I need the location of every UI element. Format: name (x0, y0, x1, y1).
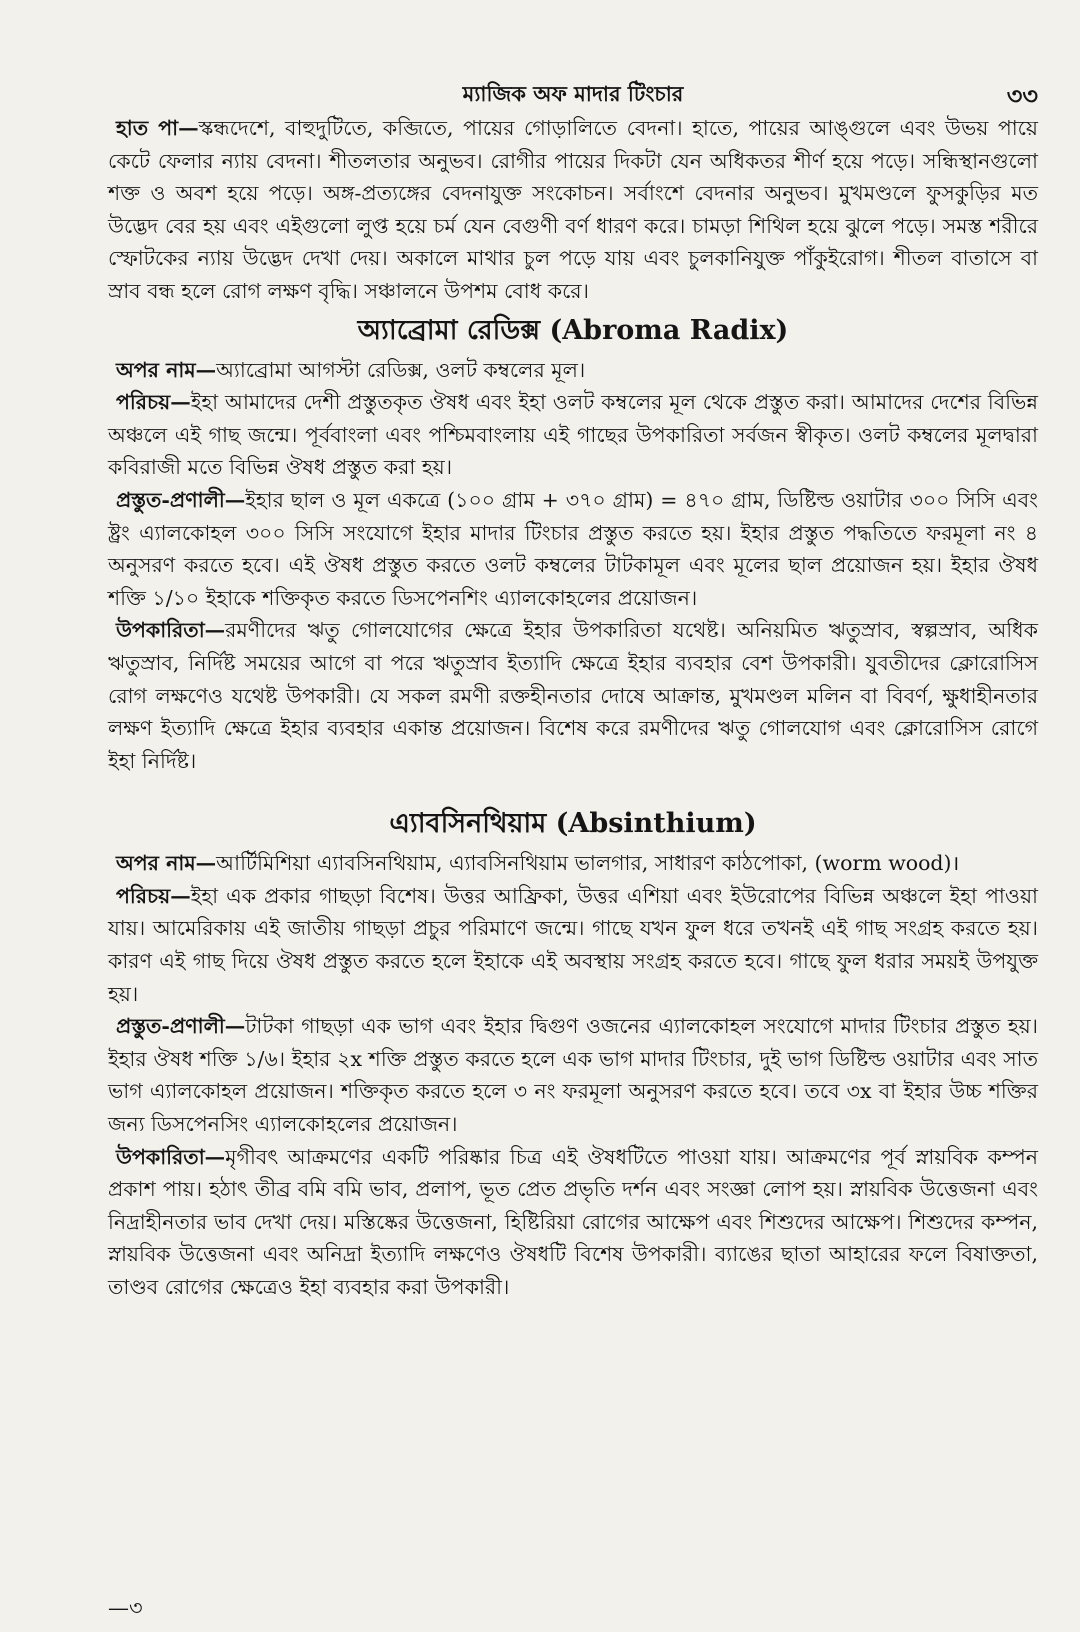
intro-paragraph (108, 112, 1038, 308)
paragraph-lead: পরিচয়— (116, 883, 191, 908)
paragraph-lead: হাত পা— (116, 116, 199, 140)
running-title: ম্যাজিক অফ মাদার টিংচার (462, 81, 684, 106)
section-title-absinthium: এ্যাবসিনথিয়াম (Absinthium) (389, 808, 757, 840)
paragraph-lead: পরিচয়— (116, 390, 191, 415)
absinthium-preparation (108, 1010, 1038, 1140)
abroma-preparation (108, 484, 1038, 614)
paragraph-text: রমণীদের ঋতু গোলযোগের ক্ষেত্রে ইহার উপকারিতা যথেষ্ট। অনিয়মিত ঋতুস্রাব, স্বল্পস্রাব, অধিক ঋতুস্রাব, নির্দিষ্ট সময়ের আগে বা পরে ঋতুস্রাব ইত্যাদি ক্ষেত্রে ইহার ব্যবহার বেশ উপকারী। যুবতীদের ক্লোরোসিস রোগ লক্ষণেও যথেষ্ট উপকারী। যে সকল রমণী রক্তহীনতার দোষে আক্রান্ত, মুখমণ্ডল মলিন বা বিবর্ণ, ক্ষুধাহীনতার লক্ষণ ইত্যাদি ক্ষেত্রে ইহার ব্যবহার একান্ত প্রয়োজন। বিশেষ করে রমণীদের ঋতু গোলযোগ এবং ক্লোরোসিস রোগে ইহা নির্দিষ্ট। (108, 618, 1038, 773)
page-number: ৩৩ (1006, 81, 1038, 110)
paragraph-lead: প্রস্তুত-প্রণালী— (116, 1014, 246, 1039)
abroma-other-names (108, 354, 1038, 387)
paragraph-text: স্কন্ধদেশে, বাহুদুটিতে, কব্জিতে, পায়ের গোড়ালিতে বেদনা। হাতে, পায়ের আঙ্গুলে এবং উভয় পায়ে কেটে ফেলার ন্যায় বেদনা। শীতলতার অনুভব। রোগীর পায়ের দিকটা যেন অধিকতর শীর্ণ হয়ে পড়ে। সন্ধিস্থানগুলো শক্ত ও অবশ হয়ে পড়ে। অঙ্গ-প্রত্যঙ্গের বেদনাযুক্ত সংকোচন। সর্বাংশে বেদনার অনুভব। মুখমণ্ডলে ফুসকুড়ির মত উদ্ভেদ বের হয় এবং এইগুলো লুপ্ত হয়ে চর্ম যেন বেগুণী বর্ণ ধারণ করে। চামড়া শিথিল হয়ে ঝুলে পড়ে। সমস্ত শরীরে স্ফোটকের ন্যায় উদ্ভেদ দেখা দেয়। অকালে মাথার চুল পড়ে যায় এবং চুলকানিযুক্ত পাঁকুইরোগ। শীতল বাতাসে বা স্রাব বন্ধ হলে রোগ লক্ষণ বৃদ্ধি। সঞ্চালনে উপশম বোধ করে। (108, 116, 1038, 303)
abroma-benefits (108, 614, 1038, 777)
absinthium-other-names (108, 847, 1038, 880)
paragraph-text: ইহা এক প্রকার গাছড়া বিশেষ। উত্তর আফ্রিকা, উত্তর এশিয়া এবং ইউরোপের বিভিন্ন অঞ্চলে ইহা পাওয়া যায়। আমেরিকায় এই জাতীয় গাছড়া প্রচুর পরিমাণে জন্মে। গাছে যখন ফুল ধরে তখনই এই গাছ সংগ্রহ করতে হয়। কারণ এই গাছ দিয়ে ঔষধ প্রস্তুত করতে হলে ইহাকে এই অবস্থায় সংগ্রহ করতে হবে। গাছে ফুল ধরার সময়ই উপযুক্ত হয়। (108, 883, 1038, 1006)
paragraph-text: টাটকা গাছড়া এক ভাগ এবং ইহার দ্বিগুণ ওজনের এ্যালকোহল সংযোগে মাদার টিংচার প্রস্তুত হয়। ইহার ঔষধ শক্তি ১/৬। ইহার ২x শক্তি প্রস্তুত করতে হলে এক ভাগ মাদার টিংচার, দুই ভাগ ডিষ্টিল্ড ওয়াটার এবং সাত ভাগ এ্যালকোহল প্রয়োজন। শক্তিকৃত করতে হলে ৩ নং ফরমূলা অনুসরণ করতে হবে। তবে ৩x বা ইহার উচ্চ শক্তির জন্য ডিসপেনসিং এ্যালকোহলের প্রয়োজন। (108, 1014, 1038, 1137)
paragraph-text: মৃগীবৎ আক্রমণের একটি পরিষ্কার চিত্র এই ঔষধটিতে পাওয়া যায়। আক্রমণের পূর্ব স্নায়বিক কম্পন প্রকাশ পায়। হঠাৎ তীব্র বমি বমি ভাব, প্রলাপ, ভূত প্রেত প্রভৃতি দর্শন এবং সংজ্ঞা লোপ হয়। স্নায়বিক উত্তেজনা এবং নিদ্রাহীনতার ভাব দেখা দেয়। মস্তিষ্কের উত্তেজনা, হিষ্টিরিয়া রোগের আক্ষেপ এবং শিশুদের আক্ষেপ। শিশুদের কম্পন, স্নায়বিক উত্তেজনা এবং অনিদ্রা ইত্যাদি লক্ষণেও ঔষধটি বিশেষ উপকারী। ব্যাঙের ছাতা আহারের ফলে বিষাক্ততা, তাণ্ডব রোগের ক্ষেত্রেও ইহা ব্যবহার করা উপকারী। (108, 1144, 1038, 1299)
paragraph-lead: প্রস্তুত-প্রণালী— (116, 487, 246, 512)
signature-folio: —৩ (108, 1596, 143, 1620)
paragraph-text: আর্টিমিশিয়া এ্যাবসিনথিয়াম, এ্যাবসিনথিয়াম ভালগার, সাধারণ কাঠপোকা, (worm wood)। (216, 851, 960, 876)
section-title-abroma: অ্যাব্রোমা রেডিক্স (Abroma Radix) (357, 314, 789, 346)
absinthium-benefits (108, 1141, 1038, 1304)
paragraph-text: ইহা আমাদের দেশী প্রস্তুতকৃত ঔষধ এবং ইহা ওলট কম্বলের মূল থেকে প্রস্তুত করা। আমাদের দেশের বিভিন্ন অঞ্চলে এই গাছ জন্মে। পূর্ববাংলা এবং পশ্চিমবাংলায় এই গাছের উপকারিতা সর্বজন স্বীকৃত। ওলট কম্বলের মূলদ্বারা কবিরাজী মতে বিভিন্ন ঔষধ প্রস্তুত করা হয়। (108, 390, 1038, 480)
paragraph-lead: অপর নাম— (116, 851, 217, 876)
paragraph-text: অ্যাব্রোমা আগস্টা রেডিক্স, ওলট কম্বলের মূল। (216, 357, 586, 382)
paragraph-lead: উপকারিতা— (116, 1144, 226, 1169)
running-header (108, 78, 1038, 112)
absinthium-introduction (108, 880, 1038, 1010)
paragraph-lead: অপর নাম— (116, 357, 217, 382)
paragraph-lead: উপকারিতা— (116, 618, 226, 643)
paragraph-text: ইহার ছাল ও মূল একত্রে (১০০ গ্রাম + ৩৭০ গ্রাম) = ৪৭০ গ্রাম, ডিষ্টিল্ড ওয়াটার ৩০০ সিসি এবং ষ্ট্রং এ্যালকোহল ৩০০ সিসি সংযোগে ইহার মাদার টিংচার প্রস্তুত করতে হয়। ইহার প্রস্তুত পদ্ধতিতে ফরমূলা নং ৪ অনুসরণ করতে হবে। এই ঔষধ প্রস্তুত করতে ওলট কম্বলের টাটকামূল এবং মূলের ছাল প্রয়োজন হয়। ইহার ঔষধ শক্তি ১/১০ ইহাকে শক্তিকৃত করতে ডিসপেনশিং এ্যালকোহলের প্রয়োজন। (108, 487, 1038, 610)
abroma-introduction (108, 386, 1038, 484)
